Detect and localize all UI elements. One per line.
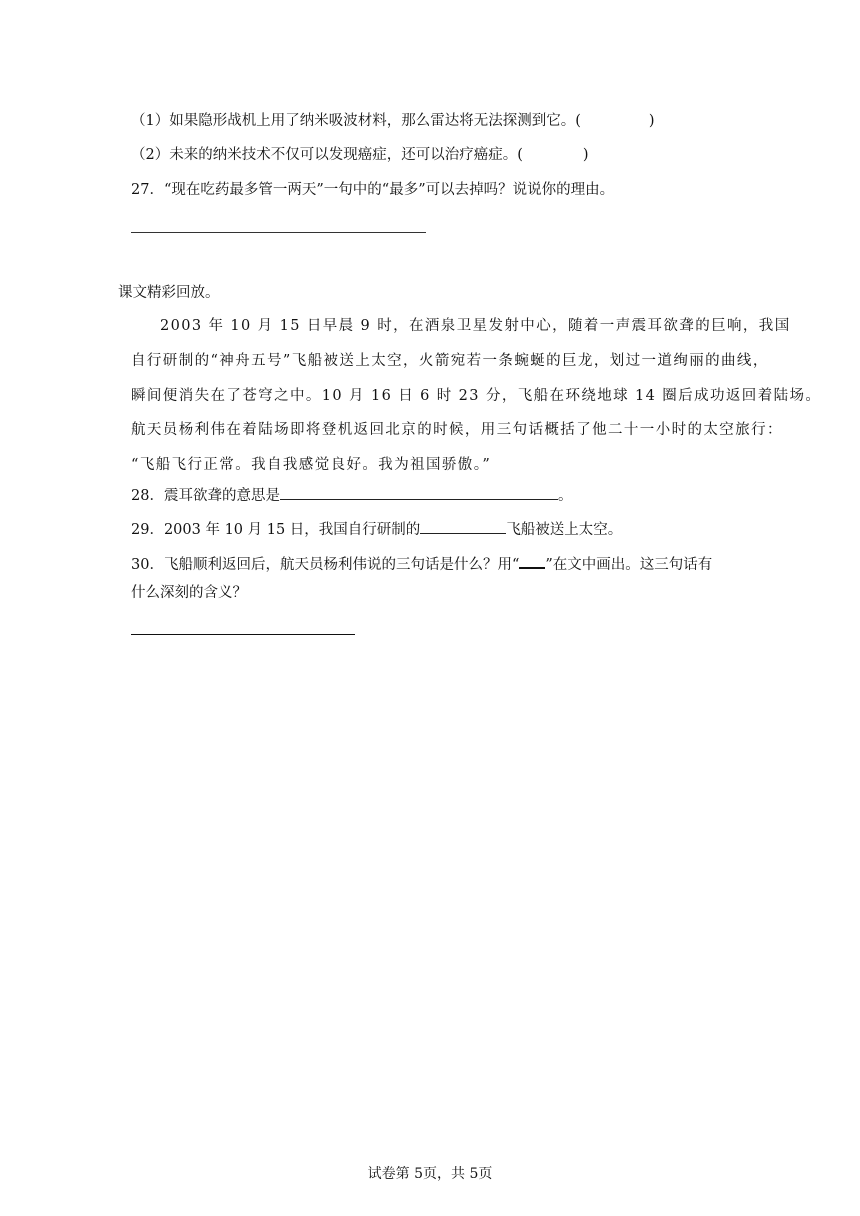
question-27: 27．“现在吃药最多管一两天”一句中的“最多”可以去掉吗？说说你的理由。 <box>131 182 615 198</box>
answer-blank-29[interactable] <box>420 518 506 534</box>
question-29: 29．2003 年 10 月 15 日，我国自行研制的 飞船被送上太空。 <box>131 518 622 540</box>
answer-blank-28[interactable] <box>280 484 558 500</box>
passage-line-4: 航天员杨利伟在着陆场即将登机返回北京的时候，用三句话概括了他二十一小时的太空旅行： <box>131 422 783 438</box>
question-30-line-2: 什么深刻的含义？ <box>131 585 247 601</box>
answer-line-27[interactable] <box>131 232 426 233</box>
question-26-item-1: （1）如果隐形战机上用了纳米吸波材料，那么雷达将无法探测到它。( ) <box>131 113 655 129</box>
answer-line-30[interactable] <box>131 634 355 635</box>
section-title: 课文精彩回放。 <box>118 285 220 301</box>
page-footer: 试卷第 5页，共 5页 <box>367 1166 493 1182</box>
question-28: 28．震耳欲聋的意思是 。 <box>131 484 572 506</box>
question-30-line-1: 30．飞船顺利返回后，航天员杨利伟说的三句话是什么？用“ ”在文中画出。这三句话有 <box>131 552 712 575</box>
passage-line-1: 2003 年 10 月 15 日早晨 9 时，在酒泉卫星发射中心，随着一声震耳欲聋的巨响，我国 <box>160 318 791 334</box>
question-26-item-2: （2）未来的纳米技术不仅可以发现癌症，还可以治疗癌症。( ) <box>131 147 589 163</box>
passage-line-5: “飞船飞行正常。我自我感觉良好。我为祖国骄傲。” <box>131 457 492 473</box>
passage-line-2: 自行研制的“神舟五号”飞船被送上太空，火箭宛若一条蜿蜒的巨龙，划过一道绚丽的曲线， <box>131 353 769 369</box>
passage-line-3: 瞬间便消失在了苍穹之中。10 月 16 日 6 时 23 分，飞船在环绕地球 14 圈后成功返回着陆场。 <box>131 388 822 404</box>
underline-sample <box>519 552 545 569</box>
